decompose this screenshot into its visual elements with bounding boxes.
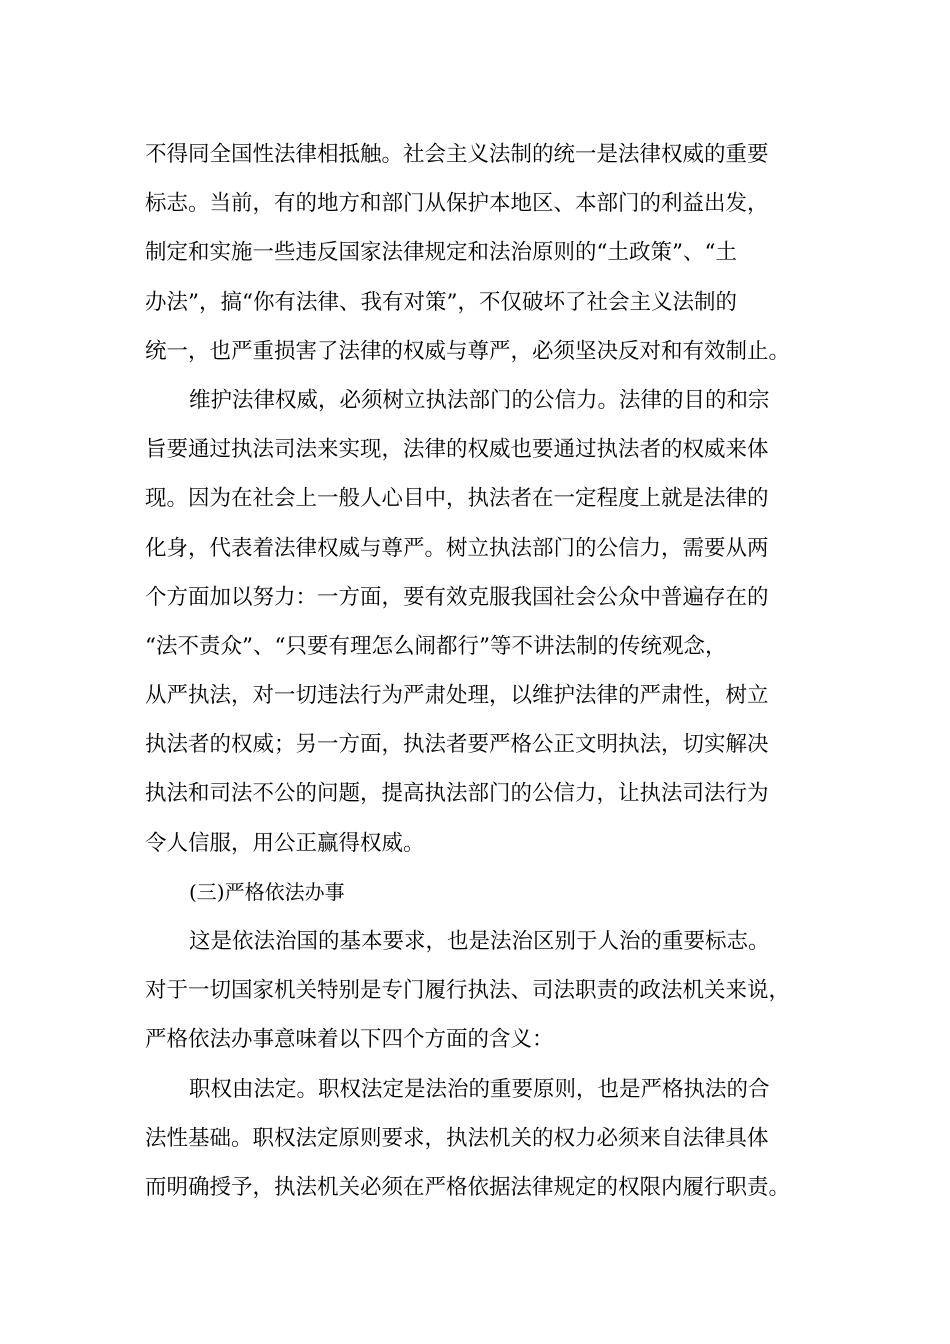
text-line: 严格依法办事意味着以下四个方面的含义： <box>145 1027 554 1053</box>
text-line: 化身，代表着法律权威与尊严。树立执法部门的公信力，需要从两 <box>145 535 769 561</box>
text-line: 标志。当前，有的地方和部门从保护本地区、本部门的利益出发， <box>145 191 769 217</box>
text-line: 令人信服，用公正赢得权威。 <box>145 830 425 856</box>
text-line: 不得同全国性法律相抵触。社会主义法制的统一是法律权威的重要 <box>145 142 769 167</box>
text-line: 执法者的权威；另一方面，执法者要严格公正文明执法，切实解决 <box>145 732 769 758</box>
text-line: 法性基础。职权法定原则要求，执法机关的权力必须来自法律具体 <box>145 1125 769 1151</box>
text-line: 个方面加以努力：一方面，要有效克服我国社会公众中普遍存在的 <box>145 584 769 610</box>
text-line: 这是依法治国的基本要求，也是法治区别于人治的重要标志。 <box>189 929 770 954</box>
section-heading: (三)严格依法办事 <box>189 879 345 904</box>
text-line: 旨要通过执法司法来实现，法律的权威也要通过执法者的权威来体 <box>145 437 769 463</box>
text-line: 统一，也严重损害了法律的权威与尊严，必须坚决反对和有效制止。 <box>145 338 791 364</box>
text-line: 对于一切国家机关特别是专门履行执法、司法职责的政法机关来说， <box>145 978 791 1004</box>
text-line: 办法”，搞“你有法律、我有对策”，不仅破坏了社会主义法制的 <box>145 289 737 315</box>
document-body <box>145 130 825 1212</box>
text-line: 维护法律权威，必须树立执法部门的公信力。法律的目的和宗 <box>189 387 770 413</box>
text-line: 从严执法，对一切违法行为严肃处理，以维护法律的严肃性，树立 <box>145 683 769 709</box>
text-line: 职权由法定。职权法定是法治的重要原则，也是严格执法的合 <box>189 1076 770 1102</box>
text-line: “法不责众”、“只要有理怎么闹都行”等不讲法制的传统观念， <box>145 633 727 659</box>
text-line: 执法和司法不公的问题，提高执法部门的公信力，让执法司法行为 <box>145 781 769 807</box>
text-line: 制定和实施一些违反国家法律规定和法治原则的“土政策”、“土 <box>145 240 737 266</box>
text-line: 而明确授予，执法机关必须在严格依据法律规定的权限内履行职责。 <box>145 1174 791 1200</box>
text-line: 现。因为在社会上一般人心目中，执法者在一定程度上就是法律的 <box>145 486 769 512</box>
